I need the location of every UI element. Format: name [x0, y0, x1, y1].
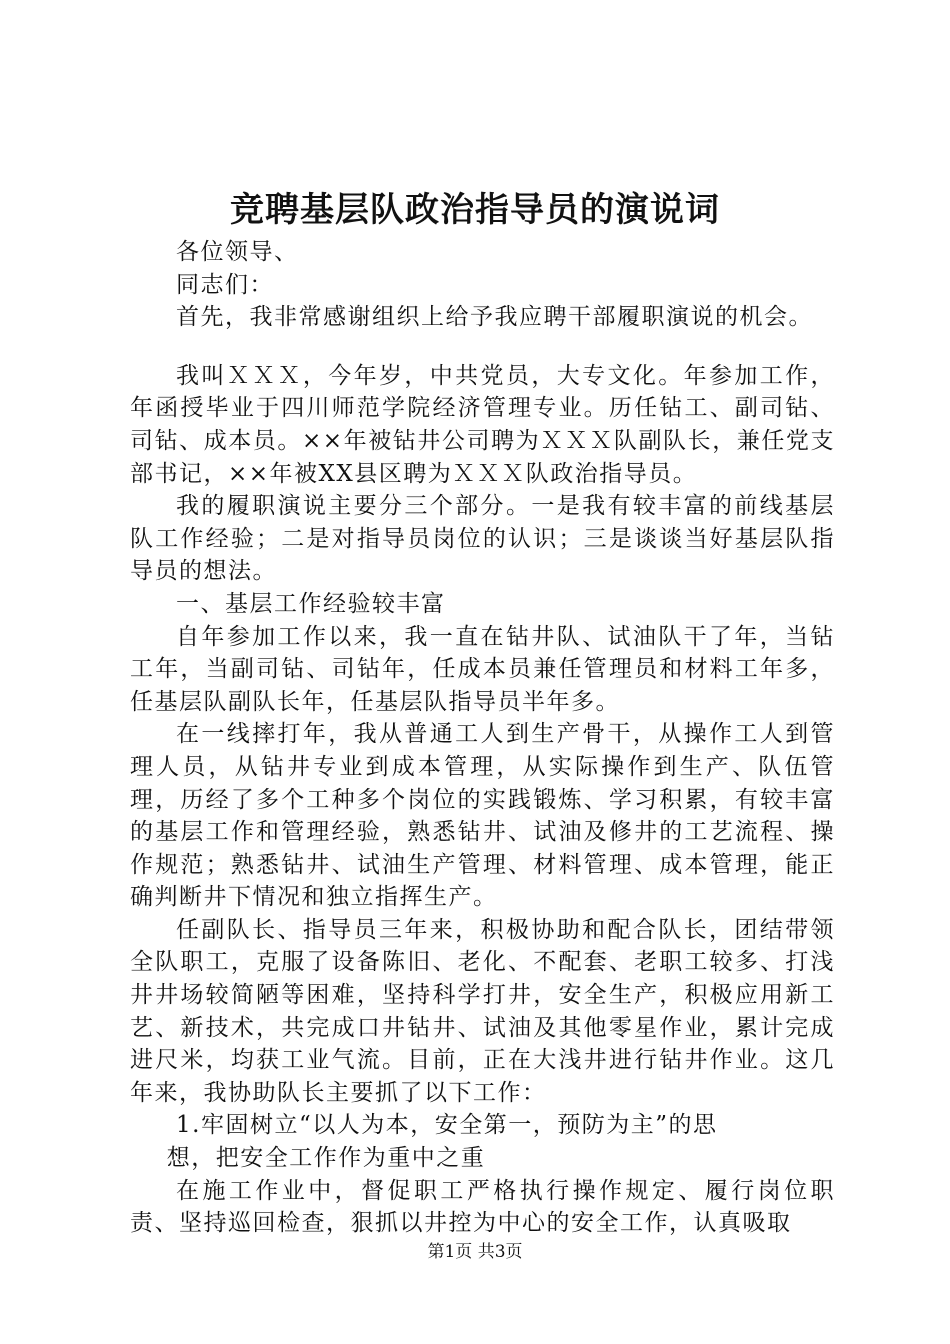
page-footer: 第1页 共3页	[427, 1242, 523, 1262]
paragraph: 我叫ＸＸＸ，今年岁，中共党员，大专文化。年参加工作，年函授毕业于四川师范学院经济管理专业。历任钻工、副司钻、司钻、成本员。××年被钻井公司聘为ＸＸＸ队副队长，兼任党支部书记，××年被XX县区聘为ＸＸＸ队政治指导员。	[130, 362, 835, 487]
list-item-heading: 1.牢固树立“以人为本，安全第一，预防为主”的思	[176, 1112, 718, 1139]
document-body	[130, 236, 835, 1240]
paragraph-gap	[130, 334, 835, 360]
paragraph: 自年参加工作以来，我一直在钻井队、试油队干了年，当钻工年，当副司钻、司钻年，任成本员兼任管理员和材料工年多，任基层队副队长年，任基层队指导员半年多。	[130, 623, 835, 715]
paragraph: 在施工作业中，督促职工严格执行操作规定、履行岗位职责、坚持巡回检查，狠抓以井控为中心的安全工作，认真吸取	[130, 1177, 835, 1237]
section-heading: 一、基层工作经验较丰富	[176, 590, 446, 617]
greeting-line: 同志们：	[176, 271, 274, 298]
paragraph: 我的履职演说主要分三个部分。一是我有较丰富的前线基层队工作经验；二是对指导员岗位的认识；三是谈谈当好基层队指导员的想法。	[130, 493, 835, 585]
greeting-line: 各位领导、	[176, 239, 299, 265]
paragraph: 任副队长、指导员三年来，积极协助和配合队长，团结带领全队职工，克服了设备陈旧、老化、不配套、老职工较多、打浅井井场较简陋等困难，坚持科学打井，安全生产，积极应用新工艺、新技术，共完成口井钻井、试油及其他零星作业，累计完成进尺米，均获工业气流。目前，正在大浅井进行钻井作业。这几年来，我协助队长主要抓了以下工作：	[130, 916, 835, 1106]
paragraph: 在一线摔打年，我从普通工人到生产骨干，从操作工人到管理人员，从钻井专业到成本管理，从实际操作到生产、队伍管理，历经了多个工种多个岗位的实践锻炼、学习积累，有较丰富的基层工作和管理经验，熟悉钻井、试油及修井的工艺流程、操作规范；熟悉钻井、试油生产管理、材料管理、成本管理，能正确判断井下情况和独立指挥生产。	[130, 721, 835, 911]
list-item-heading-continuation: 想，把安全工作作为重中之重	[166, 1145, 486, 1172]
intro-paragraph: 首先，我非常感谢组织上给予我应聘干部履职演说的机会。	[176, 304, 813, 331]
document-title: 竞聘基层队政治指导员的演说词	[230, 190, 720, 230]
